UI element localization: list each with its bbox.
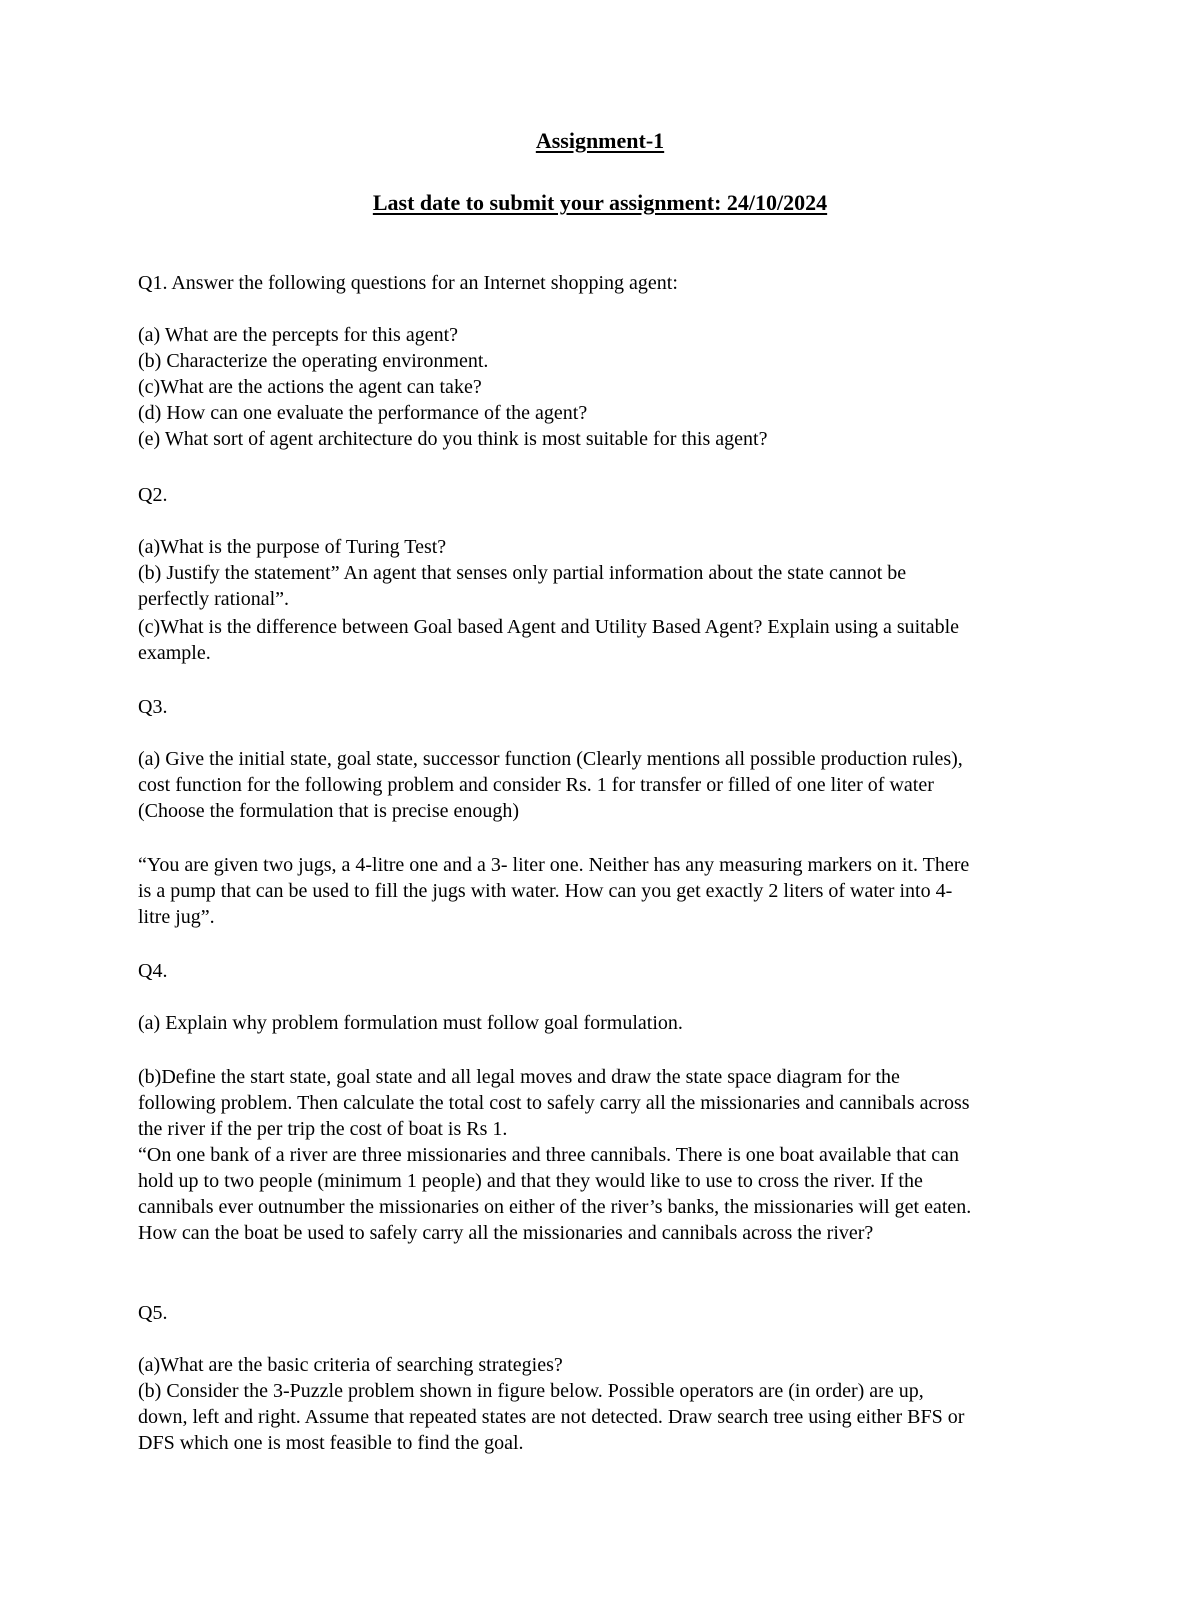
q4-part-b-line3: the river if the per trip the cost of boat is Rs 1. xyxy=(138,1118,508,1140)
q4-problem-line4: How can the boat be used to safely carry all the missionaries and cannibals across the river? xyxy=(138,1222,874,1244)
q4-problem-line3: cannibals ever outnumber the missionaries on either of the river’s banks, the missionaries will get eaten. xyxy=(138,1196,972,1218)
q4-part-b-line1: (b)Define the start state, goal state and all legal moves and draw the state space diagram for the xyxy=(138,1066,900,1088)
q3-part-a-line3: (Choose the formulation that is precise enough) xyxy=(138,800,520,822)
q2-part-c-line1: (c)What is the difference between Goal based Agent and Utility Based Agent? Explain using a suitable xyxy=(138,616,960,638)
assignment-title: Assignment-1 xyxy=(535,128,665,153)
q1-part-a: (a) What are the percepts for this agent? xyxy=(138,324,459,346)
q1-part-c: (c)What are the actions the agent can take? xyxy=(138,376,482,398)
q3-problem-line1: “You are given two jugs, a 4-litre one and a 3- liter one. Neither has any measuring markers on it. There xyxy=(138,854,970,876)
q3-problem-line3: litre jug”. xyxy=(138,906,215,928)
q2-heading: Q2. xyxy=(138,484,168,506)
q2-part-b-line2: perfectly rational”. xyxy=(138,588,290,610)
q2-part-c-line2: example. xyxy=(138,642,211,664)
q3-part-a-line1: (a) Give the initial state, goal state, successor function (Clearly mentions all possible production rules), xyxy=(138,748,963,770)
q5-part-b-line2: down, left and right. Assume that repeated states are not detected. Draw search tree using either BFS or xyxy=(138,1406,965,1428)
q2-part-b-line1: (b) Justify the statement” An agent that senses only partial information about the state cannot be xyxy=(138,562,907,584)
q5-part-a: (a)What are the basic criteria of searching strategies? xyxy=(138,1354,563,1376)
q1-part-d: (d) How can one evaluate the performance of the agent? xyxy=(138,402,588,424)
q1-part-b: (b) Characterize the operating environment. xyxy=(138,350,489,372)
q1-part-e: (e) What sort of agent architecture do you think is most suitable for this agent? xyxy=(138,428,768,450)
q4-part-a: (a) Explain why problem formulation must follow goal formulation. xyxy=(138,1012,683,1034)
q4-problem-line1: “On one bank of a river are three missionaries and three cannibals. There is one boat available that can xyxy=(138,1144,959,1166)
q3-part-a-line2: cost function for the following problem and consider Rs. 1 for transfer or filled of one liter of water xyxy=(138,774,934,796)
q1-heading: Q1. Answer the following questions for an Internet shopping agent: xyxy=(138,272,678,294)
q5-part-b-line3: DFS which one is most feasible to find the goal. xyxy=(138,1432,524,1454)
q2-part-a: (a)What is the purpose of Turing Test? xyxy=(138,536,447,558)
q4-problem-line2: hold up to two people (minimum 1 people) and that they would like to use to cross the river. If the xyxy=(138,1170,923,1192)
q5-part-b-line1: (b) Consider the 3-Puzzle problem shown in figure below. Possible operators are (in order) are up, xyxy=(138,1380,924,1402)
deadline-heading: Last date to submit your assignment: 24/10/2024 xyxy=(372,190,828,215)
q5-heading: Q5. xyxy=(138,1302,168,1324)
q3-problem-line2: is a pump that can be used to fill the jugs with water. How can you get exactly 2 liters of water into 4- xyxy=(138,880,953,902)
q4-heading: Q4. xyxy=(138,960,168,982)
q3-heading: Q3. xyxy=(138,696,168,718)
q4-part-b-line2: following problem. Then calculate the total cost to safely carry all the missionaries and cannibals across xyxy=(138,1092,970,1114)
